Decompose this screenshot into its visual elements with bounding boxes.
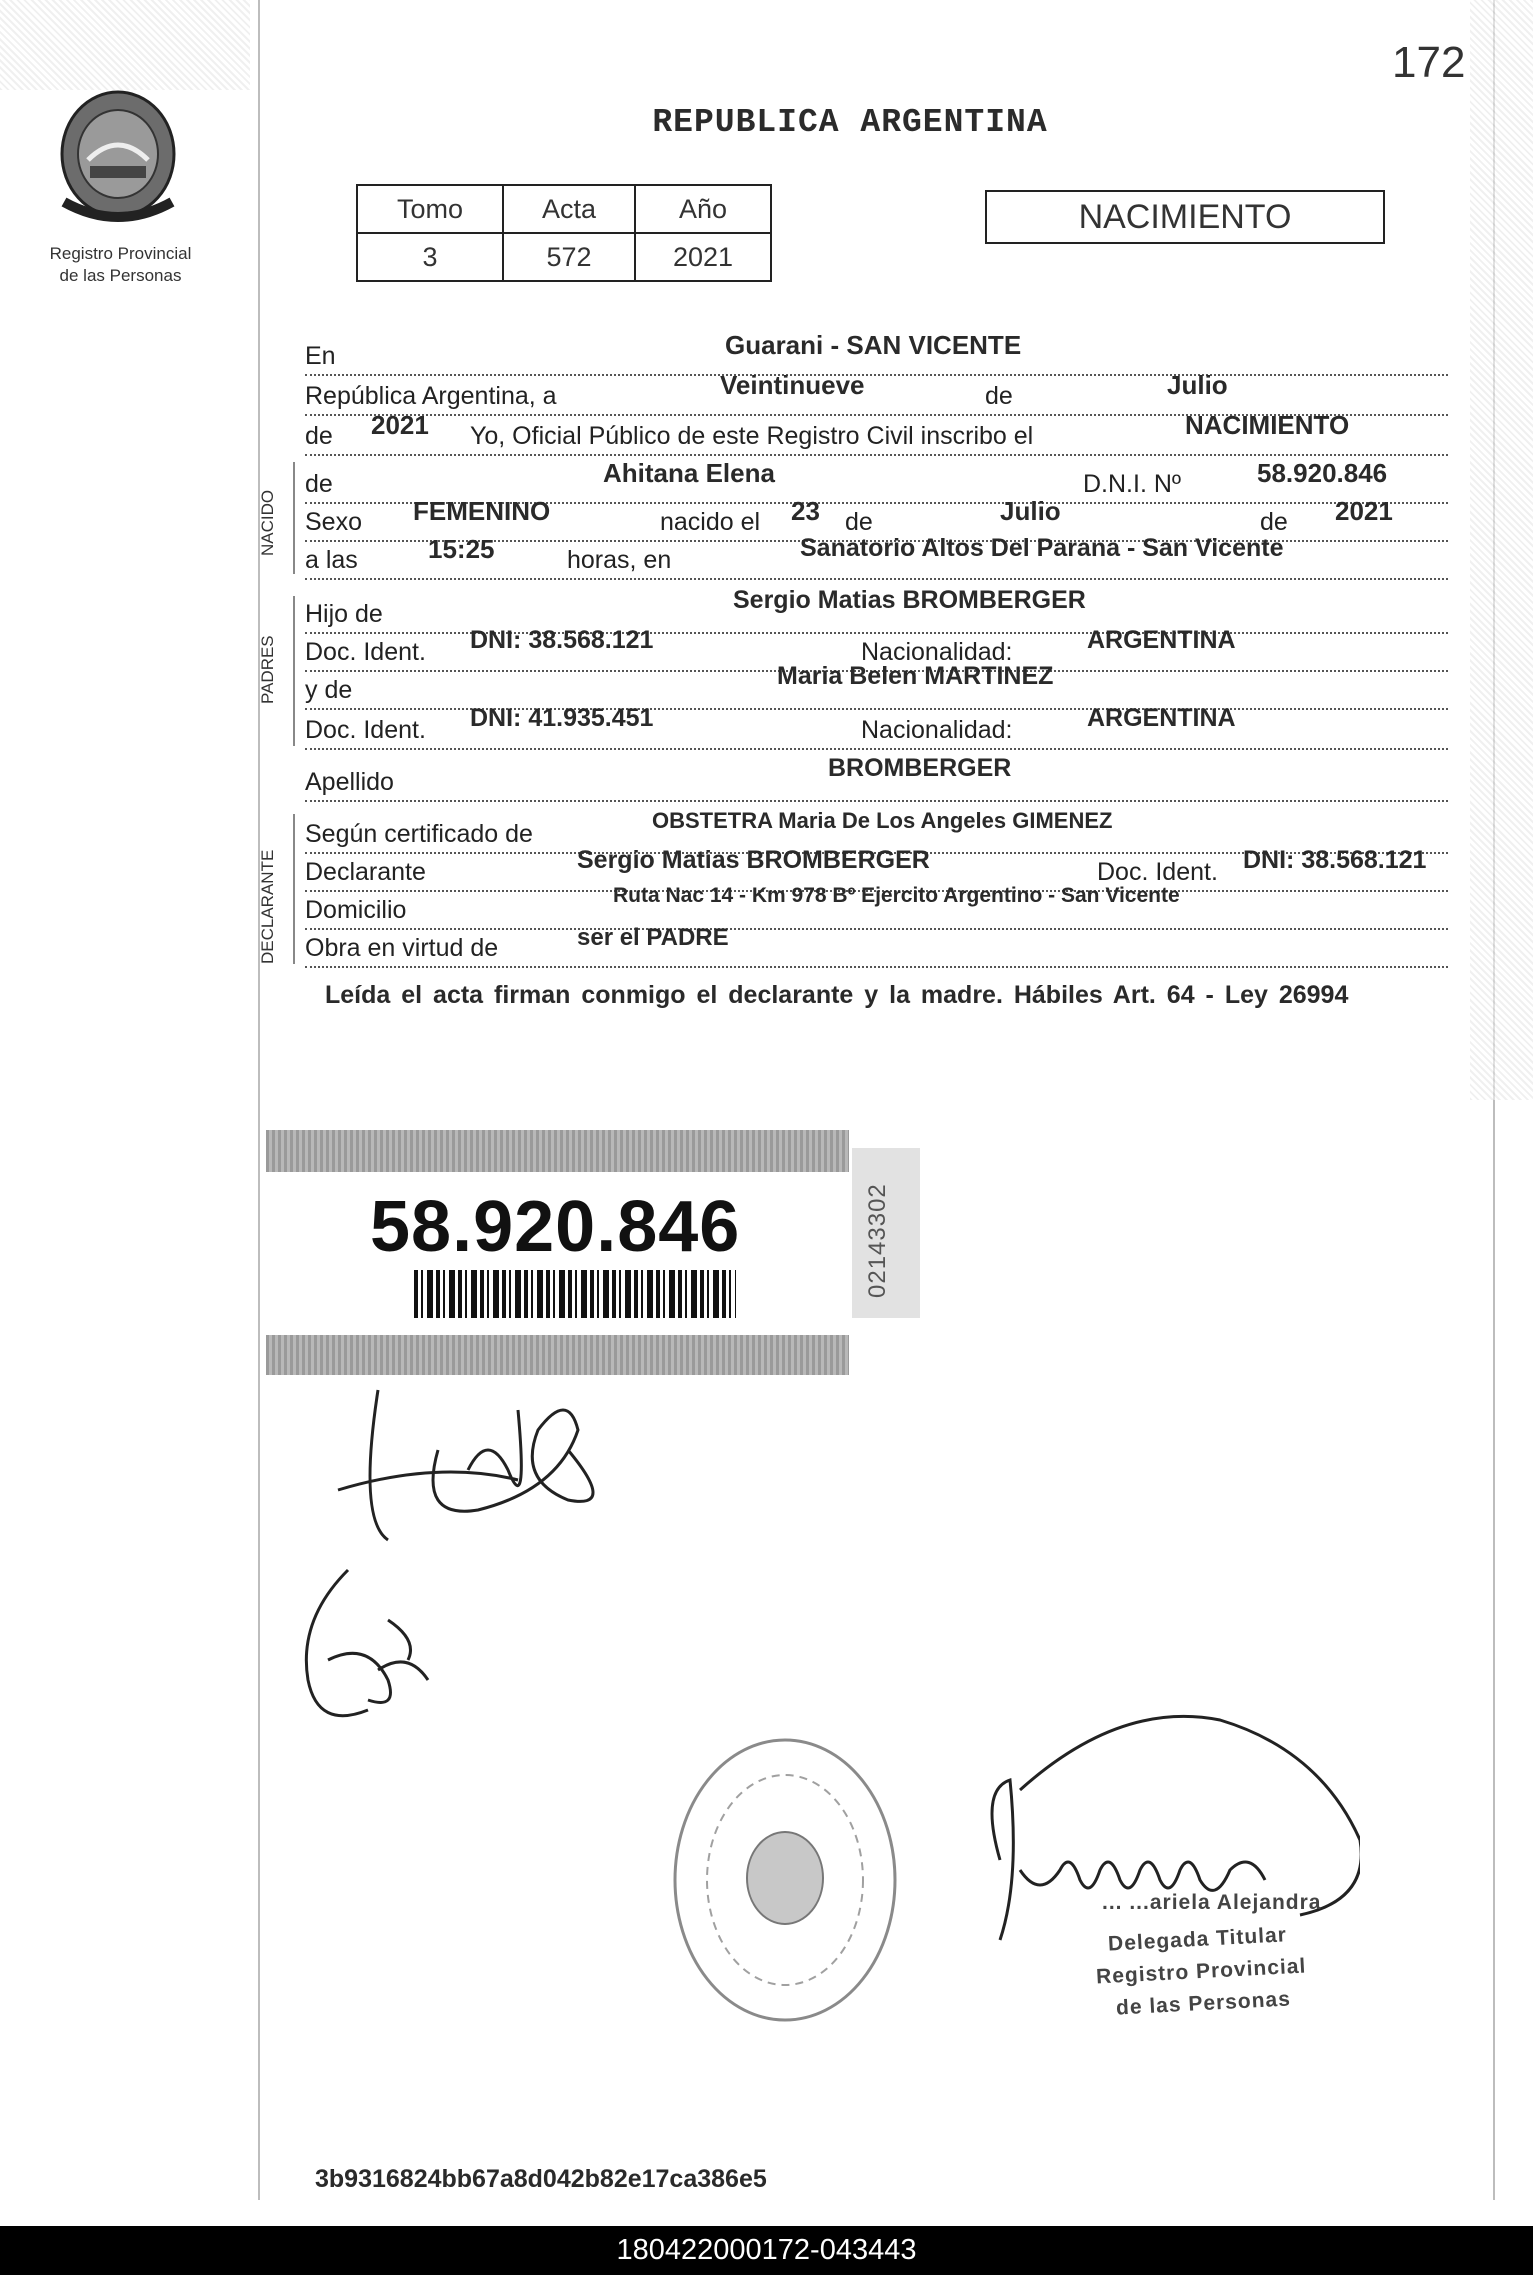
serial-number: 02143302 xyxy=(864,1183,891,1298)
apellido-label: Apellido xyxy=(305,768,394,796)
obra-value: ser el PADRE xyxy=(577,924,729,951)
nacido-de-label: de xyxy=(305,470,333,498)
hijo-de-label: Hijo de xyxy=(305,600,383,628)
seal-caption-line-2: de las Personas xyxy=(59,266,182,285)
cert-label: Según certificado de xyxy=(305,820,533,848)
birth-year: 2021 xyxy=(1335,496,1393,526)
father-nat-label: Nacionalidad: xyxy=(861,638,1013,666)
month-value: Julio xyxy=(1167,370,1228,400)
mother-signature xyxy=(288,1560,448,1750)
document-title: REPUBLICA ARGENTINA xyxy=(652,104,1048,141)
declarante-doc-label: Doc. Ident. xyxy=(1097,858,1218,886)
nacido-line-time-place xyxy=(305,534,1448,580)
declarante-line-domicilio xyxy=(305,884,1448,930)
nacido-el-label: nacido el xyxy=(660,508,761,536)
official-org-line-1: Registro Provincial xyxy=(1095,1954,1307,1989)
obra-label: Obra en virtud de xyxy=(305,934,499,962)
father-doc: DNI: 38.568.121 xyxy=(470,626,654,654)
sticker-number: 58.920.846 xyxy=(370,1187,741,1267)
mother-doc: DNI: 41.935.451 xyxy=(470,704,654,732)
year-prefix-label: de xyxy=(305,422,333,450)
record-type-box xyxy=(985,190,1385,244)
serial-tag xyxy=(852,1148,920,1318)
apellido-value: BROMBERGER xyxy=(828,754,1012,782)
dni-label: D.N.I. Nº xyxy=(1083,470,1182,498)
de-label-3: de xyxy=(1260,508,1288,536)
year-value: 2021 xyxy=(371,410,429,440)
register-table-header-row xyxy=(357,185,771,233)
right-edge-speckle xyxy=(1470,0,1533,1100)
en-label: En xyxy=(305,342,336,370)
sexo-label: Sexo xyxy=(305,508,362,536)
declarante-section-label: DECLARANTE xyxy=(258,849,277,964)
father-nationality: ARGENTINA xyxy=(1087,626,1236,654)
official-org-line-2: de las Personas xyxy=(1115,1987,1292,2020)
cert-value: OBSTETRA Maria De Los Angeles GIMENEZ xyxy=(652,808,1113,833)
footer-code: 180422000172-043443 xyxy=(616,2234,917,2266)
intro-line-place xyxy=(305,330,1448,376)
document-hash: 3b9316824bb67a8d042b82e17ca386e5 xyxy=(315,2165,767,2193)
horas-label: horas, en xyxy=(567,546,672,574)
provincial-seal xyxy=(48,82,188,232)
closing-text: Leída el acta firman conmigo el declarante y la madre. Hábiles Art. 64 - Ley 26994 xyxy=(325,981,1349,1009)
de-label-2: de xyxy=(845,508,873,536)
place-value: Guarani - SAN VICENTE xyxy=(725,330,1022,360)
left-edge-speckle xyxy=(0,0,250,90)
padres-bracket xyxy=(293,596,295,746)
register-table-cell: 2021 xyxy=(635,233,771,281)
register-table-cell: 572 xyxy=(503,233,635,281)
declarant-signature xyxy=(318,1370,638,1570)
footer-bar xyxy=(0,2226,1533,2275)
declarante-doc: DNI: 38.568.121 xyxy=(1243,846,1427,874)
act-value: NACIMIENTO xyxy=(1185,410,1350,440)
mother-doc-label: Doc. Ident. xyxy=(305,716,426,744)
apellido-line xyxy=(305,754,1448,802)
mother-name: Maria Belen MARTINEZ xyxy=(777,662,1054,690)
republica-label: República Argentina, a xyxy=(305,382,557,410)
domicilio-value: Ruta Nac 14 - Km 978 Bº Ejercito Argentino - San Vicente xyxy=(613,884,1180,907)
declarante-name: Sergio Matias BROMBERGER xyxy=(577,846,930,874)
father-name: Sergio Matias BROMBERGER xyxy=(733,586,1086,614)
record-type: NACIMIENTO xyxy=(1078,198,1292,236)
day-value: Veintinueve xyxy=(720,370,865,400)
seal-caption-line-1: Registro Provincial xyxy=(49,244,192,263)
intro-line-act xyxy=(305,410,1448,456)
birth-place: Sanatorio Altos Del Parana - San Vicente xyxy=(800,534,1284,562)
declarante-line-obra xyxy=(305,924,1448,968)
register-table-header: Acta xyxy=(503,185,635,233)
mother-nat-label: Nacionalidad: xyxy=(861,716,1013,744)
sticker-bottom-band xyxy=(266,1335,849,1375)
nacido-section-label: NACIDO xyxy=(258,489,277,556)
padres-section-label: PADRES xyxy=(258,635,277,704)
register-table-value-row xyxy=(357,233,771,281)
dni-sticker xyxy=(266,1130,849,1375)
page-number: 172 xyxy=(1392,38,1466,87)
sticker-barcode xyxy=(414,1270,736,1318)
sexo-value: FEMENINO xyxy=(413,496,551,526)
left-margin-rule xyxy=(258,0,260,2200)
declarante-bracket xyxy=(293,814,295,964)
register-table xyxy=(356,184,772,282)
father-doc-label: Doc. Ident. xyxy=(305,638,426,666)
nacido-bracket xyxy=(293,462,295,574)
child-dni: 58.920.846 xyxy=(1257,458,1388,488)
birth-time: 15:25 xyxy=(428,534,495,564)
birth-month: Julio xyxy=(1000,496,1061,526)
alas-label: a las xyxy=(305,546,358,574)
mother-nationality: ARGENTINA xyxy=(1087,704,1236,732)
declarante-label: Declarante xyxy=(305,858,426,886)
official-role: Delegada Titular xyxy=(1107,1923,1288,1956)
register-table-header: Tomo xyxy=(357,185,503,233)
birth-day: 23 xyxy=(791,496,820,526)
official-stamp xyxy=(665,1730,905,2030)
official-name: ... ...ariela Alejandra xyxy=(1102,1891,1322,1914)
child-name: Ahitana Elena xyxy=(603,458,775,488)
register-table-cell: 3 xyxy=(357,233,503,281)
sticker-top-band xyxy=(266,1130,849,1172)
de-label: de xyxy=(985,382,1013,410)
domicilio-label: Domicilio xyxy=(305,896,407,924)
official-clause: Yo, Oficial Público de este Registro Civil inscribo el xyxy=(470,422,1034,450)
yde-label: y de xyxy=(305,676,353,704)
padres-line-mother-doc xyxy=(305,704,1448,750)
register-table-header: Año xyxy=(635,185,771,233)
